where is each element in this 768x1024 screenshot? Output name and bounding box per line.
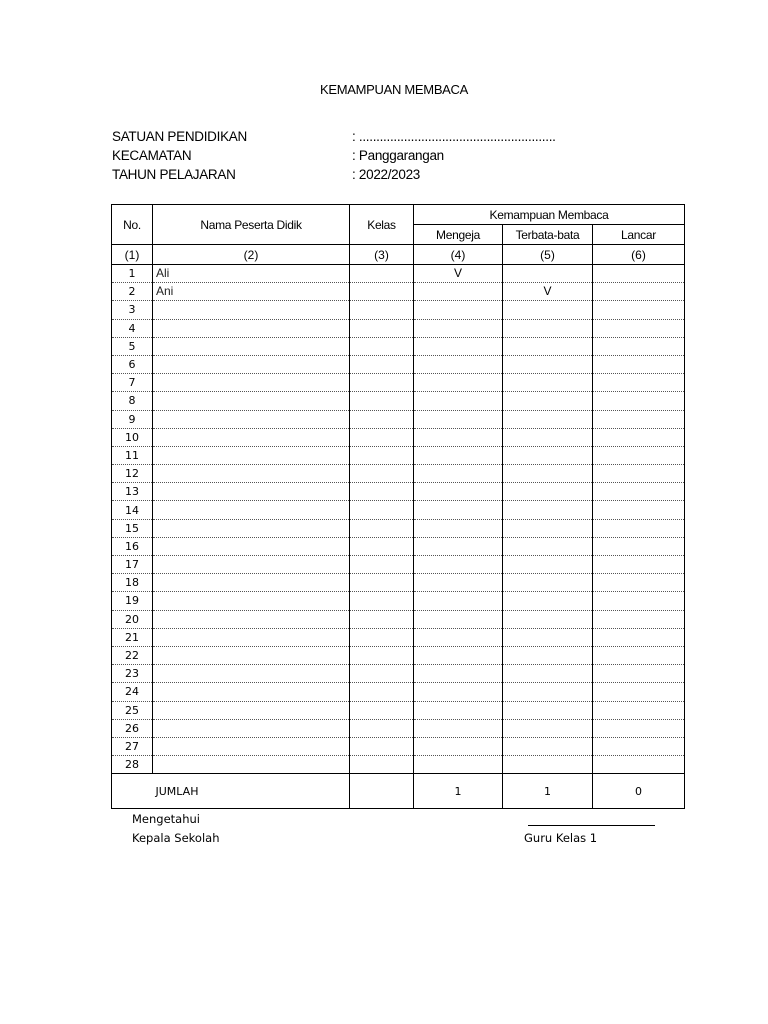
table-row (112, 355, 685, 373)
lancar-mark (593, 519, 685, 537)
row-number: 11 (112, 446, 153, 464)
table-row (112, 301, 685, 319)
mengeja-mark (414, 665, 503, 683)
student-name: Ali (153, 265, 350, 283)
info-value: : Panggarangan (352, 148, 444, 163)
terbata-bata-mark (503, 392, 593, 410)
table-row (112, 483, 685, 501)
lancar-mark (593, 701, 685, 719)
row-number: 7 (112, 374, 153, 392)
student-kelas (350, 719, 414, 737)
student-name (153, 319, 350, 337)
column-number: (2) (153, 245, 350, 265)
row-number: 22 (112, 646, 153, 664)
mengeja-mark (414, 646, 503, 664)
student-name (153, 519, 350, 537)
terbata-bata-mark (503, 592, 593, 610)
row-number: 18 (112, 574, 153, 592)
row-number: 17 (112, 556, 153, 574)
table-row (112, 374, 685, 392)
lancar-mark (593, 446, 685, 464)
signature-line (528, 825, 655, 826)
mengeja-mark (414, 374, 503, 392)
terbata-bata-mark (503, 446, 593, 464)
student-name (153, 701, 350, 719)
table-row (112, 719, 685, 737)
row-number: 9 (112, 410, 153, 428)
student-kelas (350, 683, 414, 701)
student-kelas (350, 265, 414, 283)
row-number: 16 (112, 537, 153, 555)
table-row (112, 683, 685, 701)
student-kelas (350, 428, 414, 446)
lancar-mark (593, 610, 685, 628)
student-name (153, 428, 350, 446)
terbata-bata-mark (503, 737, 593, 755)
kepala-sekolah-label: Kepala Sekolah (132, 831, 220, 845)
lancar-mark (593, 301, 685, 319)
student-name (153, 592, 350, 610)
table-row (112, 446, 685, 464)
terbata-bata-mark (503, 465, 593, 483)
terbata-bata-mark (503, 501, 593, 519)
student-kelas (350, 501, 414, 519)
mengeja-mark (414, 283, 503, 301)
mengeja-mark (414, 483, 503, 501)
table-row (112, 756, 685, 774)
student-name (153, 465, 350, 483)
total-row (112, 774, 685, 809)
lancar-mark (593, 465, 685, 483)
mengeja-mark (414, 465, 503, 483)
table-row (112, 283, 685, 301)
terbata-bata-mark (503, 483, 593, 501)
student-kelas (350, 574, 414, 592)
guru-kelas-label: Guru Kelas 1 (524, 831, 598, 845)
terbata-bata-mark (503, 701, 593, 719)
student-name: Ani (153, 283, 350, 301)
table-row (112, 537, 685, 555)
table-row (112, 610, 685, 628)
table-row (112, 319, 685, 337)
terbata-bata-mark (503, 301, 593, 319)
terbata-bata-mark (503, 665, 593, 683)
student-kelas (350, 610, 414, 628)
terbata-bata-mark (503, 756, 593, 774)
table-row (112, 574, 685, 592)
table-row (112, 392, 685, 410)
info-label: SATUAN PENDIDIKAN (112, 129, 247, 144)
student-kelas (350, 337, 414, 355)
student-kelas (350, 319, 414, 337)
row-number: 5 (112, 337, 153, 355)
terbata-bata-mark (503, 337, 593, 355)
student-kelas (350, 537, 414, 555)
row-number: 20 (112, 610, 153, 628)
student-name (153, 683, 350, 701)
row-number: 12 (112, 465, 153, 483)
student-kelas (350, 446, 414, 464)
student-name (153, 337, 350, 355)
lancar-mark (593, 683, 685, 701)
mengeja-mark (414, 610, 503, 628)
header-mengeja: Mengeja (414, 225, 503, 245)
row-number: 15 (112, 519, 153, 537)
lancar-mark (593, 392, 685, 410)
student-kelas (350, 737, 414, 755)
row-number: 19 (112, 592, 153, 610)
table-row (112, 501, 685, 519)
table-row (112, 337, 685, 355)
row-number: 4 (112, 319, 153, 337)
mengeja-mark (414, 574, 503, 592)
row-number: 24 (112, 683, 153, 701)
mengeja-mark (414, 501, 503, 519)
row-number: 3 (112, 301, 153, 319)
lancar-mark (593, 428, 685, 446)
student-name (153, 556, 350, 574)
lancar-mark (593, 737, 685, 755)
total-lancar: 0 (593, 774, 685, 809)
student-kelas (350, 701, 414, 719)
terbata-bata-mark (503, 556, 593, 574)
student-kelas (350, 665, 414, 683)
student-kelas (350, 465, 414, 483)
student-name (153, 501, 350, 519)
student-name (153, 410, 350, 428)
student-kelas (350, 301, 414, 319)
row-number: 2 (112, 283, 153, 301)
lancar-mark (593, 410, 685, 428)
mengeja-mark (414, 337, 503, 355)
student-kelas (350, 592, 414, 610)
student-kelas (350, 374, 414, 392)
lancar-mark (593, 319, 685, 337)
terbata-bata-mark (503, 428, 593, 446)
lancar-mark (593, 756, 685, 774)
lancar-mark (593, 501, 685, 519)
table-row (112, 628, 685, 646)
column-number: (6) (593, 245, 685, 265)
row-number: 28 (112, 756, 153, 774)
mengeja-mark (414, 392, 503, 410)
mengeja-mark (414, 756, 503, 774)
student-name (153, 574, 350, 592)
mengeja-mark: V (414, 265, 503, 283)
mengeja-mark (414, 537, 503, 555)
table-row (112, 265, 685, 283)
column-number: (4) (414, 245, 503, 265)
row-number: 8 (112, 392, 153, 410)
student-kelas (350, 519, 414, 537)
mengeja-mark (414, 701, 503, 719)
total-mengeja: 1 (414, 774, 503, 809)
student-kelas (350, 392, 414, 410)
document-title: KEMAMPUAN MEMBACA (319, 82, 469, 97)
student-kelas (350, 483, 414, 501)
terbata-bata-mark (503, 683, 593, 701)
info-value: : 2022/2023 (352, 167, 421, 182)
row-number: 13 (112, 483, 153, 501)
student-kelas (350, 756, 414, 774)
total-spacer (112, 774, 153, 809)
header-no: No. (112, 205, 153, 245)
header-terbata-bata: Terbata-bata (503, 225, 593, 245)
mengeja-mark (414, 683, 503, 701)
student-kelas (350, 646, 414, 664)
lancar-mark (593, 483, 685, 501)
mengeja-mark (414, 446, 503, 464)
header-kemampuan-membaca: Kemampuan Membaca (414, 205, 685, 225)
mengeja-mark (414, 556, 503, 574)
mengeja-mark (414, 301, 503, 319)
total-label: JUMLAH (153, 774, 350, 809)
table-row (112, 465, 685, 483)
info-label: TAHUN PELAJARAN (112, 167, 236, 182)
student-name (153, 756, 350, 774)
terbata-bata-mark (503, 410, 593, 428)
mengeja-mark (414, 319, 503, 337)
mengetahui-label: Mengetahui (132, 812, 200, 826)
row-number: 14 (112, 501, 153, 519)
student-name (153, 737, 350, 755)
terbata-bata-mark (503, 537, 593, 555)
column-number: (1) (112, 245, 153, 265)
table-row (112, 701, 685, 719)
lancar-mark (593, 556, 685, 574)
lancar-mark (593, 337, 685, 355)
student-name (153, 301, 350, 319)
row-number: 26 (112, 719, 153, 737)
mengeja-mark (414, 519, 503, 537)
column-number: (3) (350, 245, 414, 265)
mengeja-mark (414, 592, 503, 610)
table-row (112, 519, 685, 537)
student-name (153, 392, 350, 410)
lancar-mark (593, 628, 685, 646)
terbata-bata-mark (503, 610, 593, 628)
mengeja-mark (414, 737, 503, 755)
terbata-bata-mark (503, 374, 593, 392)
lancar-mark (593, 574, 685, 592)
student-kelas (350, 410, 414, 428)
lancar-mark (593, 537, 685, 555)
table-row (112, 410, 685, 428)
table-row (112, 737, 685, 755)
lancar-mark (593, 665, 685, 683)
table-row (112, 428, 685, 446)
mengeja-mark (414, 628, 503, 646)
mengeja-mark (414, 355, 503, 373)
mengeja-mark (414, 719, 503, 737)
terbata-bata-mark (503, 265, 593, 283)
student-name (153, 628, 350, 646)
table-row (112, 592, 685, 610)
student-name (153, 374, 350, 392)
student-name (153, 483, 350, 501)
row-number: 21 (112, 628, 153, 646)
student-name (153, 610, 350, 628)
lancar-mark (593, 646, 685, 664)
info-label: KECAMATAN (112, 148, 192, 163)
terbata-bata-mark (503, 646, 593, 664)
student-name (153, 719, 350, 737)
total-kelas (350, 774, 414, 809)
row-number: 6 (112, 355, 153, 373)
lancar-mark (593, 283, 685, 301)
student-kelas (350, 283, 414, 301)
mengeja-mark (414, 410, 503, 428)
table-row (112, 556, 685, 574)
info-value: : ......................................................... (352, 129, 556, 144)
terbata-bata-mark (503, 355, 593, 373)
row-number: 27 (112, 737, 153, 755)
header-nama: Nama Peserta Didik (153, 205, 350, 245)
header-lancar: Lancar (593, 225, 685, 245)
student-kelas (350, 556, 414, 574)
row-number: 1 (112, 265, 153, 283)
terbata-bata-mark (503, 628, 593, 646)
column-number: (5) (503, 245, 593, 265)
terbata-bata-mark (503, 719, 593, 737)
header-kelas: Kelas (350, 205, 414, 245)
table-row (112, 665, 685, 683)
mengeja-mark (414, 428, 503, 446)
terbata-bata-mark (503, 319, 593, 337)
student-kelas (350, 355, 414, 373)
row-number: 25 (112, 701, 153, 719)
terbata-bata-mark (503, 574, 593, 592)
lancar-mark (593, 355, 685, 373)
reading-ability-table (111, 204, 685, 809)
student-name (153, 665, 350, 683)
student-name (153, 537, 350, 555)
lancar-mark (593, 265, 685, 283)
lancar-mark (593, 719, 685, 737)
student-name (153, 446, 350, 464)
total-terbata-bata: 1 (503, 774, 593, 809)
table-row (112, 646, 685, 664)
row-number: 10 (112, 428, 153, 446)
student-kelas (350, 628, 414, 646)
terbata-bata-mark (503, 519, 593, 537)
lancar-mark (593, 374, 685, 392)
student-name (153, 646, 350, 664)
terbata-bata-mark: V (503, 283, 593, 301)
lancar-mark (593, 592, 685, 610)
row-number: 23 (112, 665, 153, 683)
student-name (153, 355, 350, 373)
column-number-row (112, 245, 685, 265)
